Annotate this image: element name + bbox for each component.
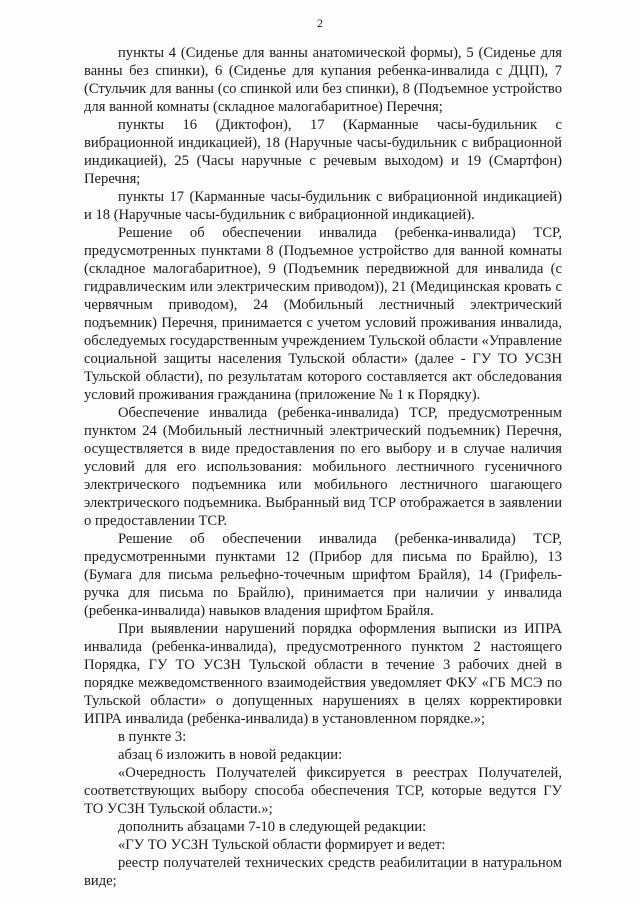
paragraph: в пункте 3: [118,729,187,745]
document-body [84,44,562,890]
paragraph: Обеспечение инвалида (ребенка-инвалида) ТСР, предусмотренным пунктом 24 (Мобильный лестничный электрический подъемник) Перечня, осуществляется в виде предоставления по его выбору и в случае наличия условий для его использования: мобильного лестничного гусеничного электрического подъемника или мобильного лестничного шагающего электрического подъемника. Выбранный вид ТСР отображается в заявлении о предоставлении ТСР. [84,405,562,529]
paragraph: При выявлении нарушений порядка оформления выписки из ИПРА инвалида (ребенка-инвалида), предусмотренного пунктом 2 настоящего Порядка, ГУ ТО УСЗН Тульской области в течение 3 рабочих дней в порядке межведомственного взаимодействия уведомляет ФКУ «ГБ МСЭ по Тульской области» о допущенных нарушениях в целях корректировки ИПРА инвалида (ребенка-инвалида) в установленном порядке.»; [84,621,562,727]
paragraph: пункты 4 (Сиденье для ванны анатомической формы), 5 (Сиденье для ванны без спинки), 6 (Сиденье для купания ребенка-инвалида с ДЦП), 7 (Стульчик для ванны (со спинкой или без спинки), 8 (Подъемное устройство для ванной комнаты (складное малогабаритное) Перечня; [84,45,562,115]
paragraph: абзац 6 изложить в новой редакции: [118,747,343,763]
paragraph: пункты 16 (Диктофон), 17 (Карманные часы-будильник с вибрационной индикацией), 18 (Наручные часы-будильник с вибрационной индикацией), 25 (Часы наручные с речевым выходом) и 19 (Смартфон) Перечня; [84,117,562,187]
paragraph: «ГУ ТО УСЗН Тульской области формирует и ведет: [118,837,446,853]
paragraph: пункты 17 (Карманные часы-будильник с вибрационной индикацией) и 18 (Наручные часы-будильник с вибрационной индикацией). [84,189,562,223]
page-number: 2 [317,16,323,30]
paragraph: «Очередность Получателей фиксируется в реестрах Получателей, соответствующих выбору способа обеспечения ТСР, которые ведутся ГУ ТО УСЗН Тульской области.»; [84,765,562,817]
paragraph: Решение об обеспечении инвалида (ребенка-инвалида) ТСР, предусмотренными пунктами 12 (Прибор для письма по Брайлю), 13 (Бумага для письма рельефно-точечным шрифтом Брайля), 14 (Грифель-ручка для письма по Брайлю), принимается при наличии у инвалида (ребенка-инвалида) навыков владения шрифтом Брайля. [84,531,562,619]
paragraph: дополнить абзацами 7-10 в следующей редакции: [118,819,427,835]
paragraph: реестр получателей технических средств реабилитации в натуральном виде; [84,855,562,889]
paragraph: Решение об обеспечении инвалида (ребенка-инвалида) ТСР, предусмотренных пунктами 8 (Подъемное устройство для ванной комнаты (складное малогабаритное), 9 (Подъемник передвижной для инвалида (с гидравлическим или электрическим приводом)), 21 (Медицинская кровать с червячным приводом), 24 (Мобильный лестничный электрический подъемник) Перечня, принимается с учетом условий проживания инвалида, обследуемых государственным учреждением Тульской области «Управление социальной защиты населения Тульской области» (далее - ГУ ТО УСЗН Тульской области), по результатам которого составляется акт обследования условий проживания гражданина (приложение № 1 к Порядку). [84,225,563,403]
